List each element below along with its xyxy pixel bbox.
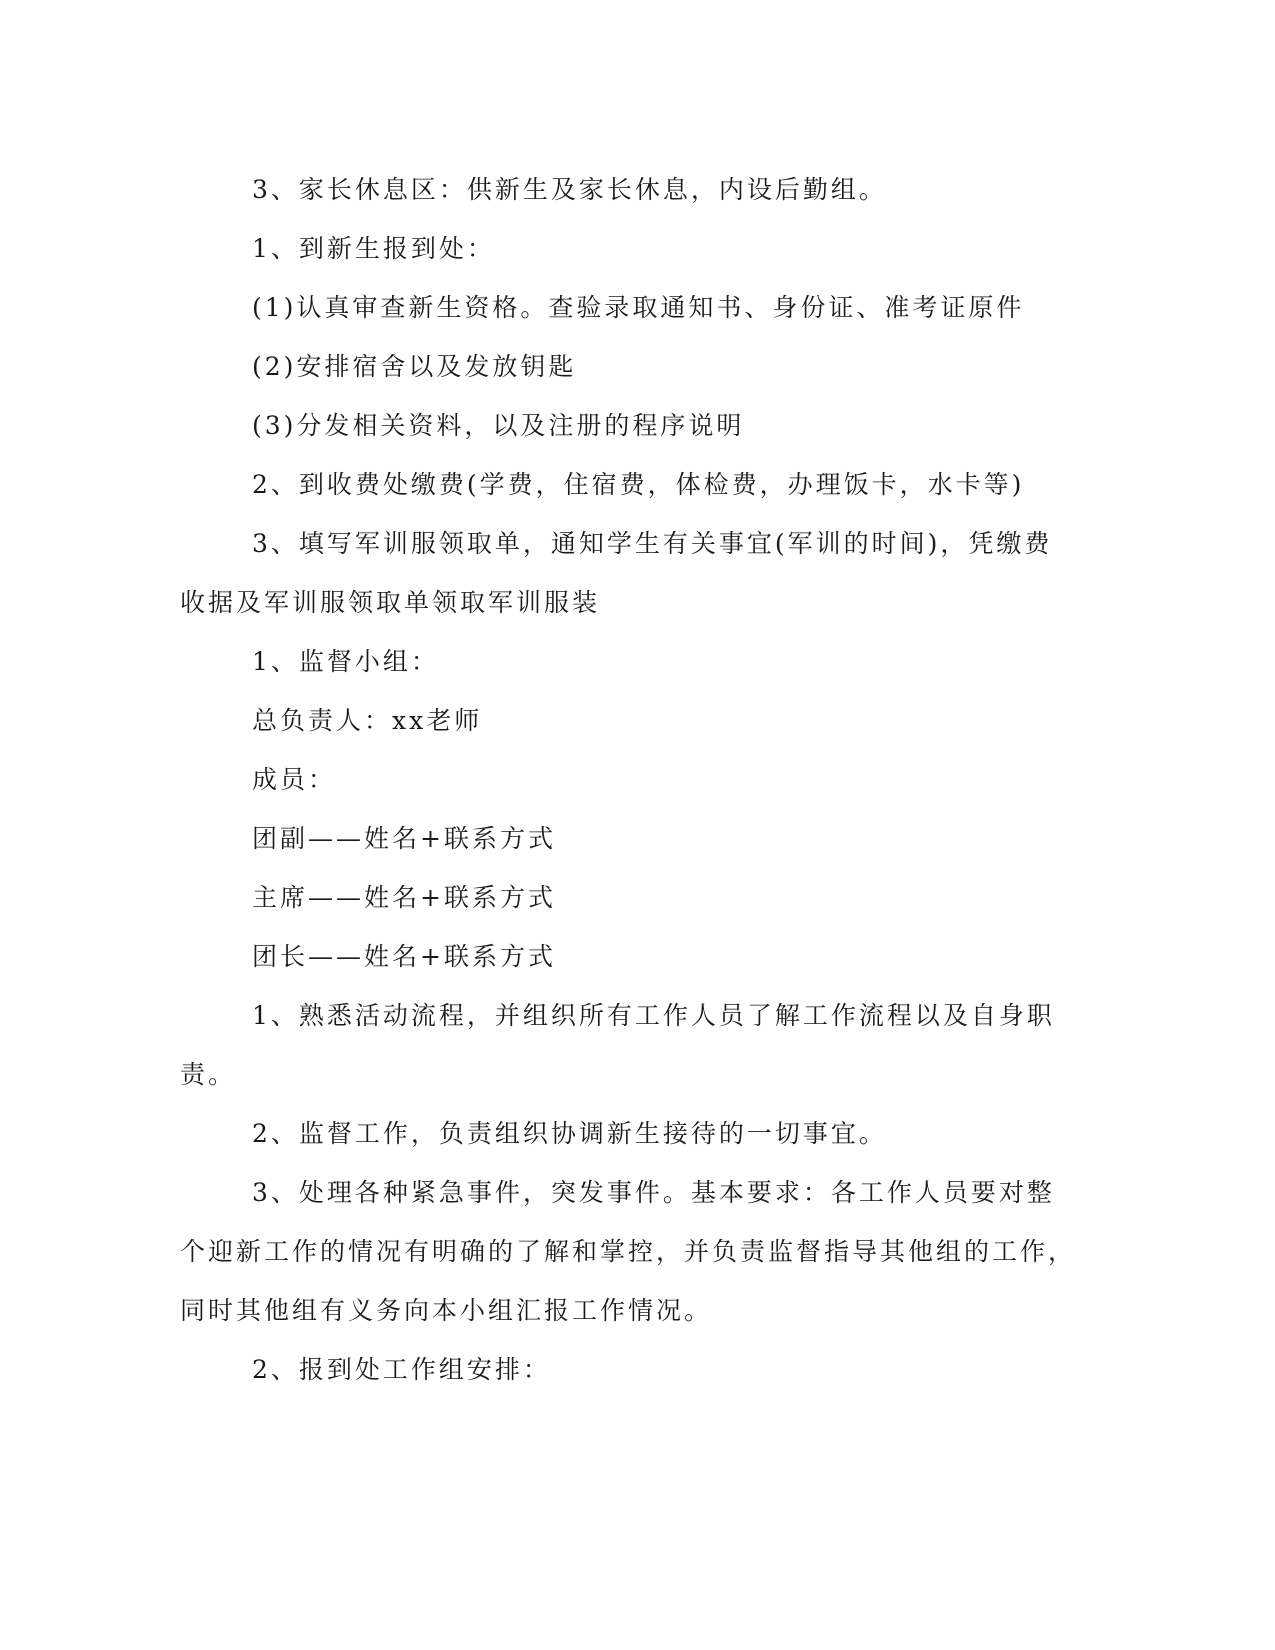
paragraph: 总负责人：xx老师 [252, 706, 483, 735]
paragraph: 成员： [252, 765, 337, 794]
paragraph: 3、家长休息区：供新生及家长休息，内设后勤组。 [252, 175, 887, 204]
paragraph: (3)分发相关资料，以及注册的程序说明 [252, 411, 745, 440]
paragraph: 团长——姓名+联系方式 [252, 942, 556, 971]
paragraph: 3、填写军训服领取单，通知学生有关事宜(军训的时间)，凭缴费收据及军训服领取单领取军训服装 [180, 529, 1053, 617]
paragraph: 1、到新生报到处： [252, 234, 495, 263]
paragraph: (2)安排宿舍以及发放钥匙 [252, 352, 577, 381]
paragraph: 团副——姓名+联系方式 [252, 824, 556, 853]
paragraph: 3、处理各种紧急事件，突发事件。基本要求：各工作人员要对整个迎新工作的情况有明确的了解和掌控，并负责监督指导其他组的工作，同时其他组有义务向本小组汇报工作情况。 [180, 1178, 1077, 1325]
paragraph: 2、监督工作，负责组织协调新生接待的一切事宜。 [252, 1119, 887, 1148]
paragraph: 1、监督小组： [252, 647, 439, 676]
paragraph: (1)认真审查新生资格。查验录取通知书、身份证、准考证原件 [252, 293, 1025, 322]
paragraph: 2、到收费处缴费(学费，住宿费，体检费，办理饭卡，水卡等) [252, 470, 1025, 499]
paragraph: 2、报到处工作组安排： [252, 1355, 551, 1384]
paragraph: 主席——姓名+联系方式 [252, 883, 556, 912]
paragraph: 1、熟悉活动流程，并组织所有工作人员了解工作流程以及自身职责。 [180, 1001, 1055, 1089]
document-body [180, 160, 1080, 1399]
